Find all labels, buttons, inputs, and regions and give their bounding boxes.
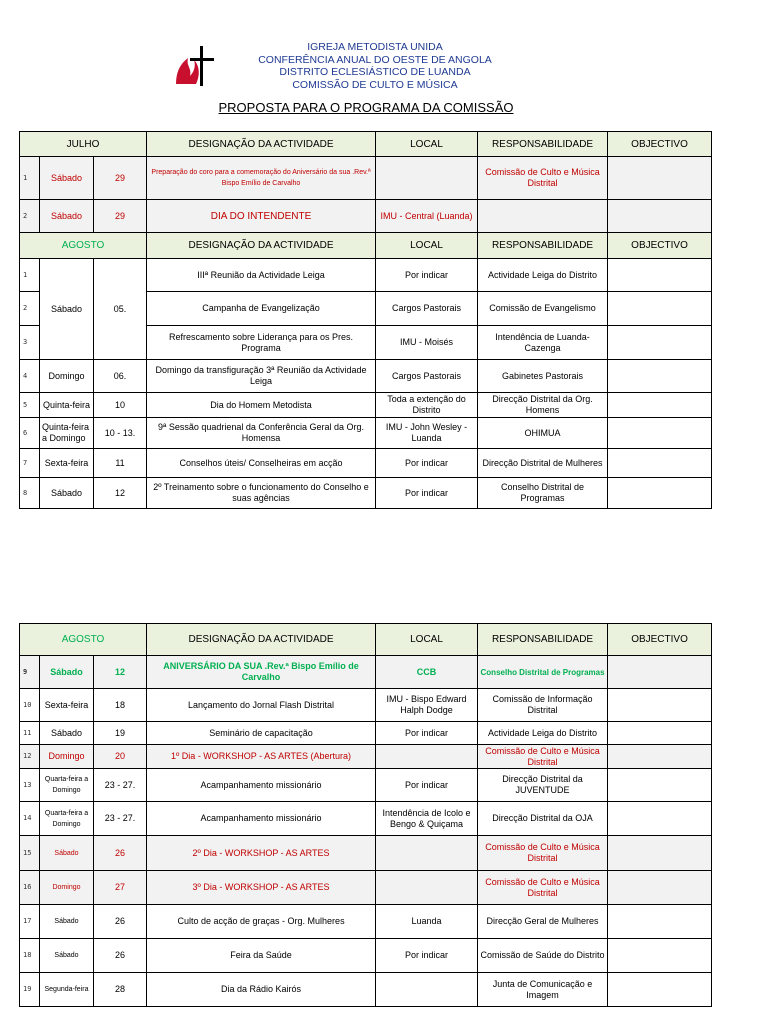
- row-activity: Lançamento do Jornal Flash Distrital: [147, 689, 376, 722]
- row-local: Cargos Pastorais: [376, 360, 478, 393]
- row-number: 2: [20, 200, 40, 233]
- row-day: Segunda-feira: [40, 973, 94, 1007]
- row-date: 19: [94, 722, 147, 745]
- table-row: [20, 802, 712, 836]
- row-date: 12: [94, 478, 147, 509]
- row-objectivo: [608, 418, 712, 449]
- row-activity: 2º Dia - WORKSHOP - AS ARTES: [147, 836, 376, 871]
- row-responsabilidade: Comissão de Saúde do Distrito: [478, 939, 608, 973]
- row-day: Sábado: [40, 656, 94, 689]
- row-objectivo: [608, 656, 712, 689]
- row-objectivo: [608, 802, 712, 836]
- row-day-merged: Sábado: [40, 259, 94, 360]
- row-day: Sábado: [40, 905, 94, 939]
- table-row: [20, 722, 712, 745]
- row-objectivo: [608, 722, 712, 745]
- row-local: IMU - Central (Luanda): [376, 200, 478, 233]
- row-local: CCB: [376, 656, 478, 689]
- row-day: Quarta-feira a Domingo: [40, 802, 94, 836]
- row-day: Sábado: [40, 478, 94, 509]
- row-objectivo: [608, 836, 712, 871]
- row-date: 11: [94, 449, 147, 478]
- month-label-agosto: AGOSTO: [20, 233, 147, 259]
- row-date: 29: [94, 200, 147, 233]
- row-number: 3: [20, 326, 40, 360]
- row-responsabilidade: Comissão de Culto e Música Distrital: [478, 836, 608, 871]
- header-line-1: IGREJA METODISTA UNIDA: [307, 41, 443, 53]
- row-responsabilidade: Gabinetes Pastorais: [478, 360, 608, 393]
- col-header-objectivo: OBJECTIVO: [608, 233, 712, 259]
- table-row: [20, 973, 712, 1007]
- row-number: 4: [20, 360, 40, 393]
- row-number: 12: [20, 745, 40, 769]
- row-date-merged: 05.: [94, 259, 147, 360]
- row-local: Toda a extenção do Distrito: [376, 393, 478, 418]
- table-row: [20, 259, 712, 292]
- row-date: 28: [94, 973, 147, 1007]
- row-activity: Conselhos úteis/ Conselheiras em acção: [147, 449, 376, 478]
- row-local: [376, 157, 478, 200]
- row-number: 7: [20, 449, 40, 478]
- row-responsabilidade: Direcção Geral de Mulheres: [478, 905, 608, 939]
- table-row: [20, 393, 712, 418]
- table-row: [20, 449, 712, 478]
- col-header-objectivo: OBJECTIVO: [608, 624, 712, 656]
- row-responsabilidade: Intendência de Luanda- Cazenga: [478, 326, 608, 360]
- row-activity: Culto de acção de graças - Org. Mulheres: [147, 905, 376, 939]
- row-activity: Dia da Rádio Kairós: [147, 973, 376, 1007]
- church-header-lines: [240, 41, 510, 91]
- row-local: [376, 836, 478, 871]
- row-local: Por indicar: [376, 939, 478, 973]
- row-number: 11: [20, 722, 40, 745]
- row-date: 27: [94, 871, 147, 905]
- row-responsabilidade: Comissão de Culto e Música Distrital: [478, 871, 608, 905]
- row-date: 23 - 27.: [94, 769, 147, 802]
- row-objectivo: [608, 905, 712, 939]
- row-local: [376, 745, 478, 769]
- row-activity: Refrescamento sobre Liderança para os Pres. Programa: [147, 326, 376, 360]
- row-responsabilidade: Direcção Distrital da JUVENTUDE: [478, 769, 608, 802]
- row-responsabilidade: Comissão de Evangelismo: [478, 292, 608, 326]
- row-date: 26: [94, 939, 147, 973]
- row-activity: Campanha de Evangelização: [147, 292, 376, 326]
- row-local: Por indicar: [376, 478, 478, 509]
- header-line-3: DISTRITO ECLESIÁSTICO DE LUANDA: [279, 66, 471, 78]
- col-header-local: LOCAL: [376, 233, 478, 259]
- col-header-local: LOCAL: [376, 132, 478, 157]
- row-objectivo: [608, 292, 712, 326]
- row-number: 8: [20, 478, 40, 509]
- row-local: [376, 973, 478, 1007]
- row-number: 16: [20, 871, 40, 905]
- row-day: Quarta-feira a Domingo: [40, 769, 94, 802]
- row-activity: Domingo da transfiguração 3ª Reunião da Actividade Leiga: [147, 360, 376, 393]
- row-responsabilidade: Conselho Distrital de Programas: [478, 478, 608, 509]
- table-row: [20, 871, 712, 905]
- row-day: Quinta-feira: [40, 393, 94, 418]
- row-number: 1: [20, 259, 40, 292]
- table-row: [20, 689, 712, 722]
- row-activity: Preparação do coro para a comemoração do Aniversário da sua .Rev.ª Bispo Emílio de Carvalho: [147, 157, 376, 200]
- row-responsabilidade: Comissão de Culto e Música Distrital: [478, 745, 608, 769]
- row-date: 23 - 27.: [94, 802, 147, 836]
- table-row: [20, 836, 712, 871]
- row-activity: Acampanhamento missionário: [147, 769, 376, 802]
- row-activity: 9ª Sessão quadrienal da Conferência Geral da Org. Homensa: [147, 418, 376, 449]
- row-number: 6: [20, 418, 40, 449]
- row-number: 2: [20, 292, 40, 326]
- row-number: 10: [20, 689, 40, 722]
- col-header-designacao: DESIGNAÇÃO DA ACTIVIDADE: [147, 132, 376, 157]
- document-header: [0, 38, 768, 118]
- row-date: 20: [94, 745, 147, 769]
- table-row: [20, 418, 712, 449]
- row-date: 18: [94, 689, 147, 722]
- row-objectivo: [608, 973, 712, 1007]
- schedule-table-agosto-continued: [19, 623, 712, 1007]
- row-number: 15: [20, 836, 40, 871]
- row-number: 17: [20, 905, 40, 939]
- row-day: Sábado: [40, 722, 94, 745]
- table-row: [20, 360, 712, 393]
- row-date: 29: [94, 157, 147, 200]
- month-label-julho: JULHO: [20, 132, 147, 157]
- col-header-responsabilidade: RESPONSABILIDADE: [478, 624, 608, 656]
- row-date: 12: [94, 656, 147, 689]
- row-objectivo: [608, 871, 712, 905]
- col-header-local: LOCAL: [376, 624, 478, 656]
- row-date: 10 - 13.: [94, 418, 147, 449]
- row-responsabilidade: Junta de Comunicação e Imagem: [478, 973, 608, 1007]
- row-objectivo: [608, 360, 712, 393]
- row-activity: Acampanhamento missionário: [147, 802, 376, 836]
- col-header-responsabilidade: RESPONSABILIDADE: [478, 233, 608, 259]
- row-activity: Dia do Homem Metodista: [147, 393, 376, 418]
- row-date: 10: [94, 393, 147, 418]
- row-responsabilidade: Actividade Leiga do Distrito: [478, 259, 608, 292]
- row-objectivo: [608, 745, 712, 769]
- row-objectivo: [608, 769, 712, 802]
- row-responsabilidade: Direcção Distrital da OJA: [478, 802, 608, 836]
- methodist-cross-flame-logo: [174, 44, 222, 88]
- table-row: [20, 656, 712, 689]
- row-local: IMU - Bispo Edward Halph Dodge: [376, 689, 478, 722]
- row-date: 06.: [94, 360, 147, 393]
- row-responsabilidade: Comissão de Informação Distrital: [478, 689, 608, 722]
- row-day: Sexta-feira: [40, 689, 94, 722]
- row-local: [376, 871, 478, 905]
- row-number: 5: [20, 393, 40, 418]
- row-objectivo: [608, 689, 712, 722]
- row-local: Cargos Pastorais: [376, 292, 478, 326]
- row-number: 18: [20, 939, 40, 973]
- row-number: 9: [20, 656, 40, 689]
- row-day: Quinta-feira a Domingo: [40, 418, 94, 449]
- document-title: PROPOSTA PARA O PROGRAMA DA COMISSÃO: [218, 100, 514, 115]
- row-activity: Feira da Saúde: [147, 939, 376, 973]
- table-row: [20, 905, 712, 939]
- row-day: Sábado: [40, 836, 94, 871]
- row-day: Sábado: [40, 200, 94, 233]
- table-row: [20, 478, 712, 509]
- col-header-objectivo: OBJECTIVO: [608, 132, 712, 157]
- row-objectivo: [608, 939, 712, 973]
- row-objectivo: [608, 157, 712, 200]
- row-activity: DIA DO INTENDENTE: [147, 200, 376, 233]
- col-header-responsabilidade: RESPONSABILIDADE: [478, 132, 608, 157]
- table-row: [20, 745, 712, 769]
- row-local: Por indicar: [376, 259, 478, 292]
- table-row: [20, 939, 712, 973]
- row-local: Por indicar: [376, 769, 478, 802]
- row-day: Sexta-feira: [40, 449, 94, 478]
- table-header-row: [20, 624, 712, 656]
- row-date: 26: [94, 905, 147, 939]
- row-activity: ANIVERSÁRIO DA SUA .Rev.ª Bispo Emílio de Carvalho: [147, 656, 376, 689]
- row-number: 1: [20, 157, 40, 200]
- row-local: IMU - Moisés: [376, 326, 478, 360]
- row-local: IMU - John Wesley - Luanda: [376, 418, 478, 449]
- row-number: 14: [20, 802, 40, 836]
- table-header-row: [20, 132, 712, 157]
- row-objectivo: [608, 259, 712, 292]
- row-day: Sábado: [40, 157, 94, 200]
- row-responsabilidade: Actividade Leiga do Distrito: [478, 722, 608, 745]
- table-row: [20, 200, 712, 233]
- col-header-designacao: DESIGNAÇÃO DA ACTIVIDADE: [147, 233, 376, 259]
- row-objectivo: [608, 478, 712, 509]
- row-objectivo: [608, 449, 712, 478]
- row-responsabilidade: OHIMUA: [478, 418, 608, 449]
- header-line-4: COMISSÃO DE CULTO E MÚSICA: [292, 78, 458, 91]
- header-line-2: CONFERÊNCIA ANUAL DO OESTE DE ANGOLA: [258, 53, 492, 66]
- schedule-table-julho-agosto: [19, 131, 712, 509]
- row-responsabilidade: Direcção Distrital de Mulheres: [478, 449, 608, 478]
- row-local: Por indicar: [376, 449, 478, 478]
- row-objectivo: [608, 393, 712, 418]
- row-day: Domingo: [40, 871, 94, 905]
- row-number: 19: [20, 973, 40, 1007]
- row-day: Domingo: [40, 360, 94, 393]
- col-header-designacao: DESIGNAÇÃO DA ACTIVIDADE: [147, 624, 376, 656]
- row-responsabilidade: Conselho Distrital de Programas: [478, 656, 608, 689]
- row-day: Sábado: [40, 939, 94, 973]
- row-activity: 1º Dia - WORKSHOP - AS ARTES (Abertura): [147, 745, 376, 769]
- row-activity: 3º Dia - WORKSHOP - AS ARTES: [147, 871, 376, 905]
- row-date: 26: [94, 836, 147, 871]
- table-header-row: [20, 233, 712, 259]
- row-activity: 2º Treinamento sobre o funcionamento do Conselho e suas agências: [147, 478, 376, 509]
- row-objectivo: [608, 200, 712, 233]
- row-activity: IIIª Reunião da Actividade Leiga: [147, 259, 376, 292]
- row-day: Domingo: [40, 745, 94, 769]
- row-local: Por indicar: [376, 722, 478, 745]
- row-responsabilidade: Direcção Distrital da Org. Homens: [478, 393, 608, 418]
- table-row: [20, 769, 712, 802]
- month-label-agosto: AGOSTO: [20, 624, 147, 656]
- row-responsabilidade: [478, 200, 608, 233]
- row-objectivo: [608, 326, 712, 360]
- row-responsabilidade: Comissão de Culto e Música Distrital: [478, 157, 608, 200]
- table-row: [20, 157, 712, 200]
- row-local: Luanda: [376, 905, 478, 939]
- row-local: Intendência de Icolo e Bengo & Quiçama: [376, 802, 478, 836]
- row-number: 13: [20, 769, 40, 802]
- row-activity: Seminário de capacitação: [147, 722, 376, 745]
